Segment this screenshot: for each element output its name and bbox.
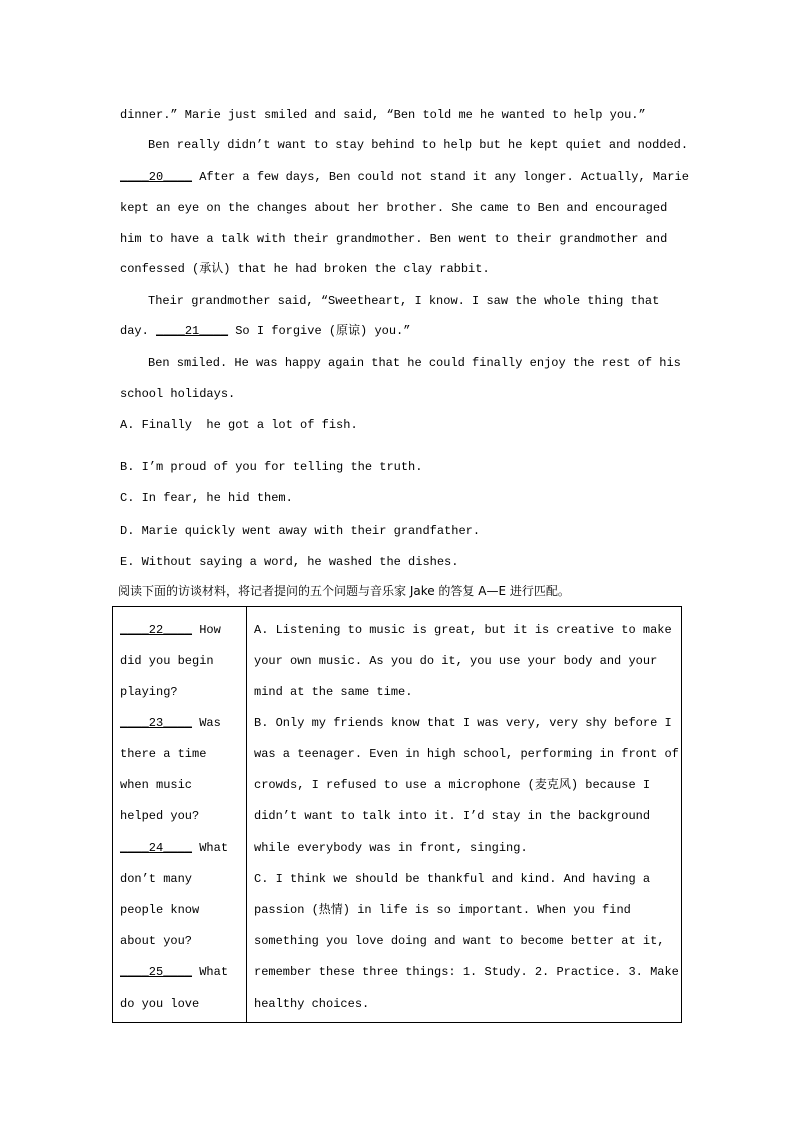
answer-line: didn’t want to talk into it. I’d stay in the background <box>254 809 651 823</box>
answer-line: mind at the same time. <box>254 685 413 699</box>
passage-line: Ben smiled. He was happy again that he could finally enjoy the rest of his <box>148 356 681 370</box>
question-line <box>120 654 214 668</box>
instruction: 阅读下面的访谈材料，将记者提问的五个问题与音乐家 Jake 的答复 A—E 进行匹配。 <box>118 584 570 598</box>
question-text: there a time <box>120 747 207 761</box>
question-text: did you begin <box>120 654 214 668</box>
passage-line <box>120 170 689 184</box>
question-text: How <box>192 623 221 637</box>
question-line <box>120 685 178 699</box>
question-text: helped you? <box>120 809 200 823</box>
question-line <box>120 934 192 948</box>
question-text: Was <box>192 716 221 730</box>
question-text: people know <box>120 903 200 917</box>
passage-line: Their grandmother said, “Sweetheart, I know. I saw the whole thing that <box>148 294 660 308</box>
question-line <box>120 809 199 823</box>
option-a: A. Finally he got a lot of fish. <box>120 418 358 432</box>
passage-line: Ben really didn’t want to stay behind to help but he kept quiet and nodded. <box>148 138 689 152</box>
option-e: E. Without saying a word, he washed the dishes. <box>120 555 459 569</box>
question-text: about you? <box>120 934 193 948</box>
option-b: B. I’m proud of you for telling the truth. <box>120 460 423 474</box>
question-text: don’t many <box>120 872 193 886</box>
option-d: D. Marie quickly went away with their grandfather. <box>120 524 481 538</box>
blank-20: ____20____ <box>120 170 193 184</box>
answer-line: A. Listening to music is great, but it is creative to make <box>254 623 672 637</box>
question-blank: ____24____ <box>120 841 193 855</box>
option-c: C. In fear, he hid them. <box>120 491 293 505</box>
passage-line: him to have a talk with their grandmother. Ben went to their grandmother and <box>120 232 668 246</box>
question-text: when music <box>120 778 193 792</box>
question-line <box>120 997 199 1011</box>
answer-line: remember these three things: 1. Study. 2. Practice. 3. Make <box>254 965 679 979</box>
answer-line: while everybody was in front, singing. <box>254 841 528 855</box>
question-line <box>120 778 192 792</box>
answer-line: crowds, I refused to use a microphone (麦克风) because I <box>254 778 651 792</box>
passage-line: kept an eye on the changes about her brother. She came to Ben and encouraged <box>120 201 668 215</box>
answer-line: C. I think we should be thankful and kind. And having a <box>254 872 651 886</box>
question-text: do you love <box>120 997 200 1011</box>
table-divider <box>246 606 247 1023</box>
question-line <box>120 965 228 979</box>
question-line <box>120 872 192 886</box>
passage-line <box>120 324 410 338</box>
blank-21: ____21____ <box>156 324 229 338</box>
question-text: What <box>192 965 229 979</box>
question-blank: ____22____ <box>120 623 193 637</box>
question-line <box>120 716 221 730</box>
question-line <box>120 903 199 917</box>
question-text: What <box>192 841 229 855</box>
answer-line: was a teenager. Even in high school, performing in front of <box>254 747 679 761</box>
passage-text: After a few days, Ben could not stand it any longer. Actually, Marie <box>199 170 689 184</box>
passage-line: school holidays. <box>120 387 236 401</box>
answer-line: healthy choices. <box>254 997 370 1011</box>
question-line <box>120 841 228 855</box>
answer-line: something you love doing and want to become better at it, <box>254 934 665 948</box>
answer-line: B. Only my friends know that I was very, very shy before I <box>254 716 672 730</box>
answer-line: passion (热情) in life is so important. When you find <box>254 903 631 917</box>
question-blank: ____25____ <box>120 965 193 979</box>
question-blank: ____23____ <box>120 716 193 730</box>
passage-text: day. <box>120 324 149 338</box>
passage-line: confessed (承认) that he had broken the clay rabbit. <box>120 262 490 276</box>
question-line <box>120 623 221 637</box>
question-line <box>120 747 206 761</box>
passage-line: dinner.” Marie just smiled and said, “Ben told me he wanted to help you.” <box>120 108 646 122</box>
passage-text: So I forgive (原谅) you.” <box>235 324 411 338</box>
question-text: playing? <box>120 685 178 699</box>
answer-line: your own music. As you do it, you use your body and your <box>254 654 658 668</box>
